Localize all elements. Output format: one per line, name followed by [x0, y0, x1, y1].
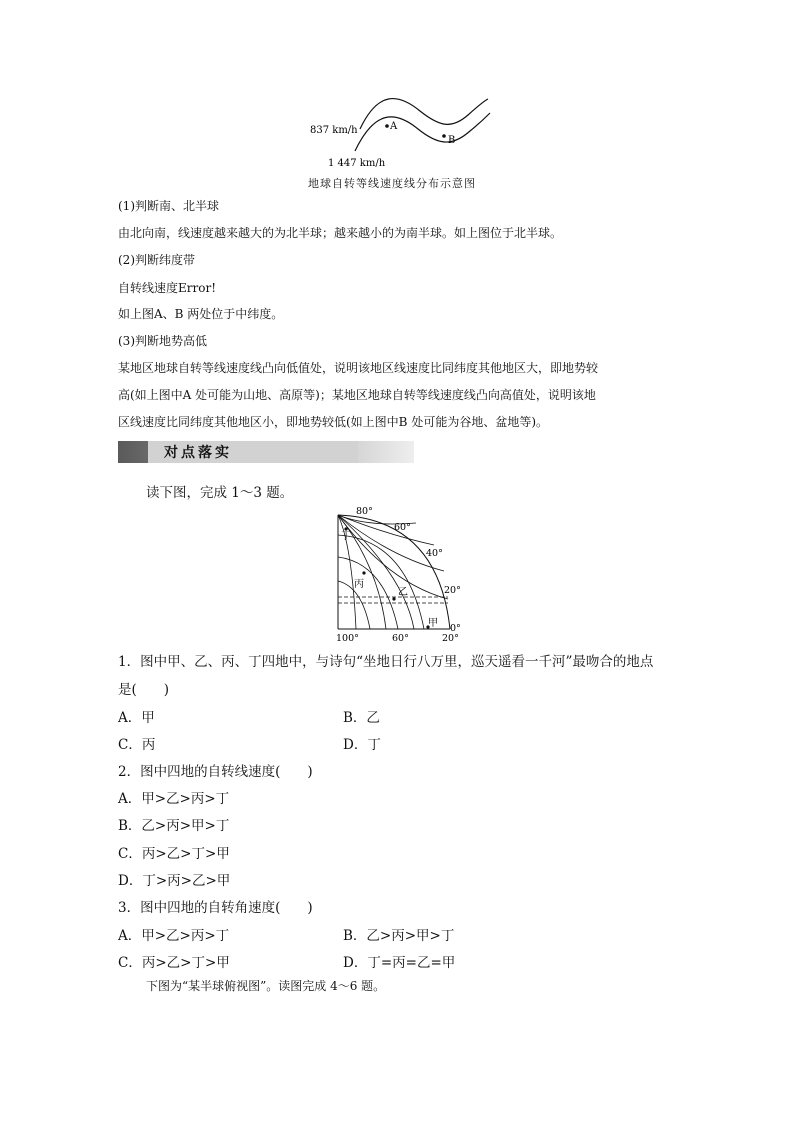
question-3-option-c[interactable]: C．丙>乙>丁>甲	[118, 955, 230, 971]
note-heading-3: (3)判断地势高低	[118, 334, 207, 348]
isoline-lower	[355, 113, 490, 151]
graticule-figure	[328, 505, 478, 643]
note-paragraph-1: 由北向南，线速度越来越大的为北半球；越来越小的为南半球。如上图位于北半球。	[118, 226, 563, 240]
question-1-option-c[interactable]: C．丙	[118, 737, 156, 753]
velocity-isoline-figure	[300, 95, 500, 170]
note-paragraph-4-line1: 某地区地球自转等线速度线凸向低值处，说明该地区线速度比同纬度其他地区大，即地势较	[118, 361, 599, 375]
lat-60-label: 60°	[394, 522, 411, 533]
lon-20-label: 20°	[442, 633, 459, 643]
question-2-option-d[interactable]: D．丁>丙>乙>甲	[118, 873, 231, 889]
question-2-stem: 2．图中四地的自转线速度( )	[118, 764, 313, 780]
question-1-option-d[interactable]: D．丁	[343, 737, 381, 753]
intro-q1-3: 读下图，完成 1～3 题。	[146, 485, 294, 501]
question-2-option-c[interactable]: C．丙>乙>丁>甲	[118, 846, 230, 862]
lat-20-label: 20°	[444, 585, 461, 596]
lat-0-label: 0°	[450, 623, 461, 634]
question-3-option-a[interactable]: A．甲>乙>丙>丁	[118, 928, 230, 944]
question-3-option-b[interactable]: B．乙>丙>甲>丁	[343, 928, 455, 944]
lat-40-label: 40°	[426, 548, 443, 559]
section-title: 对点落实	[164, 445, 232, 461]
note-heading-1: (1)判断南、北半球	[118, 199, 219, 213]
intro-q4-6: 下图为“某半球俯视图”。读图完成 4～6 题。	[146, 979, 386, 993]
lon-60-label: 60°	[392, 633, 409, 643]
point-bing-dot	[362, 571, 365, 574]
note-paragraph-2: 自转线速度Error!	[118, 281, 217, 295]
isoline-upper	[360, 99, 488, 129]
note-paragraph-3: 如上图A、B 两处位于中纬度。	[118, 307, 284, 321]
section-header-bar	[118, 441, 414, 463]
point-yi-dot	[392, 597, 395, 600]
point-a-dot	[385, 124, 389, 128]
question-3-option-d[interactable]: D．丁=丙=乙=甲	[343, 955, 456, 971]
question-1-stem-line2: 是( )	[118, 682, 170, 698]
point-yi-label: 乙	[398, 587, 408, 598]
lon-100-label: 100°	[336, 633, 359, 643]
note-paragraph-4-line3: 区线速度比同纬度其他地区小，即地势较低(如上图中B 处可能为谷地、盆地等)。	[118, 415, 548, 429]
question-2-option-a[interactable]: A．甲>乙>丙>丁	[118, 791, 230, 807]
point-b-label: B	[448, 135, 456, 146]
note-heading-2: (2)判断纬度带	[118, 253, 195, 267]
question-1-stem-line1: 1．图中甲、乙、丙、丁四地中，与诗句“坐地日行八万里，巡天遥看一千河”最吻合的地点	[118, 654, 654, 670]
question-1-option-b[interactable]: B．乙	[343, 710, 380, 726]
label-1447: 1 447 km/h	[328, 158, 386, 169]
figure-1-caption: 地球自转等线速度线分布示意图	[308, 177, 476, 190]
point-bing-label: 丙	[354, 579, 364, 590]
label-837: 837 km/h	[310, 125, 358, 136]
point-jia-label: 甲	[428, 618, 438, 629]
lat-80-label: 80°	[356, 506, 373, 517]
question-2-option-b[interactable]: B．乙>丙>甲>丁	[118, 818, 230, 834]
point-a-label: A	[390, 121, 398, 132]
question-3-stem: 3．图中四地的自转角速度( )	[118, 900, 313, 916]
note-paragraph-4-line2: 高(如上图中A 处可能为山地、高原等)；某地区地球自转等线速度线凸向高值处，说明该地	[118, 388, 596, 402]
point-b-dot	[442, 134, 446, 138]
question-1-option-a[interactable]: A．甲	[118, 710, 155, 726]
point-ding-label: 丁	[341, 531, 351, 542]
